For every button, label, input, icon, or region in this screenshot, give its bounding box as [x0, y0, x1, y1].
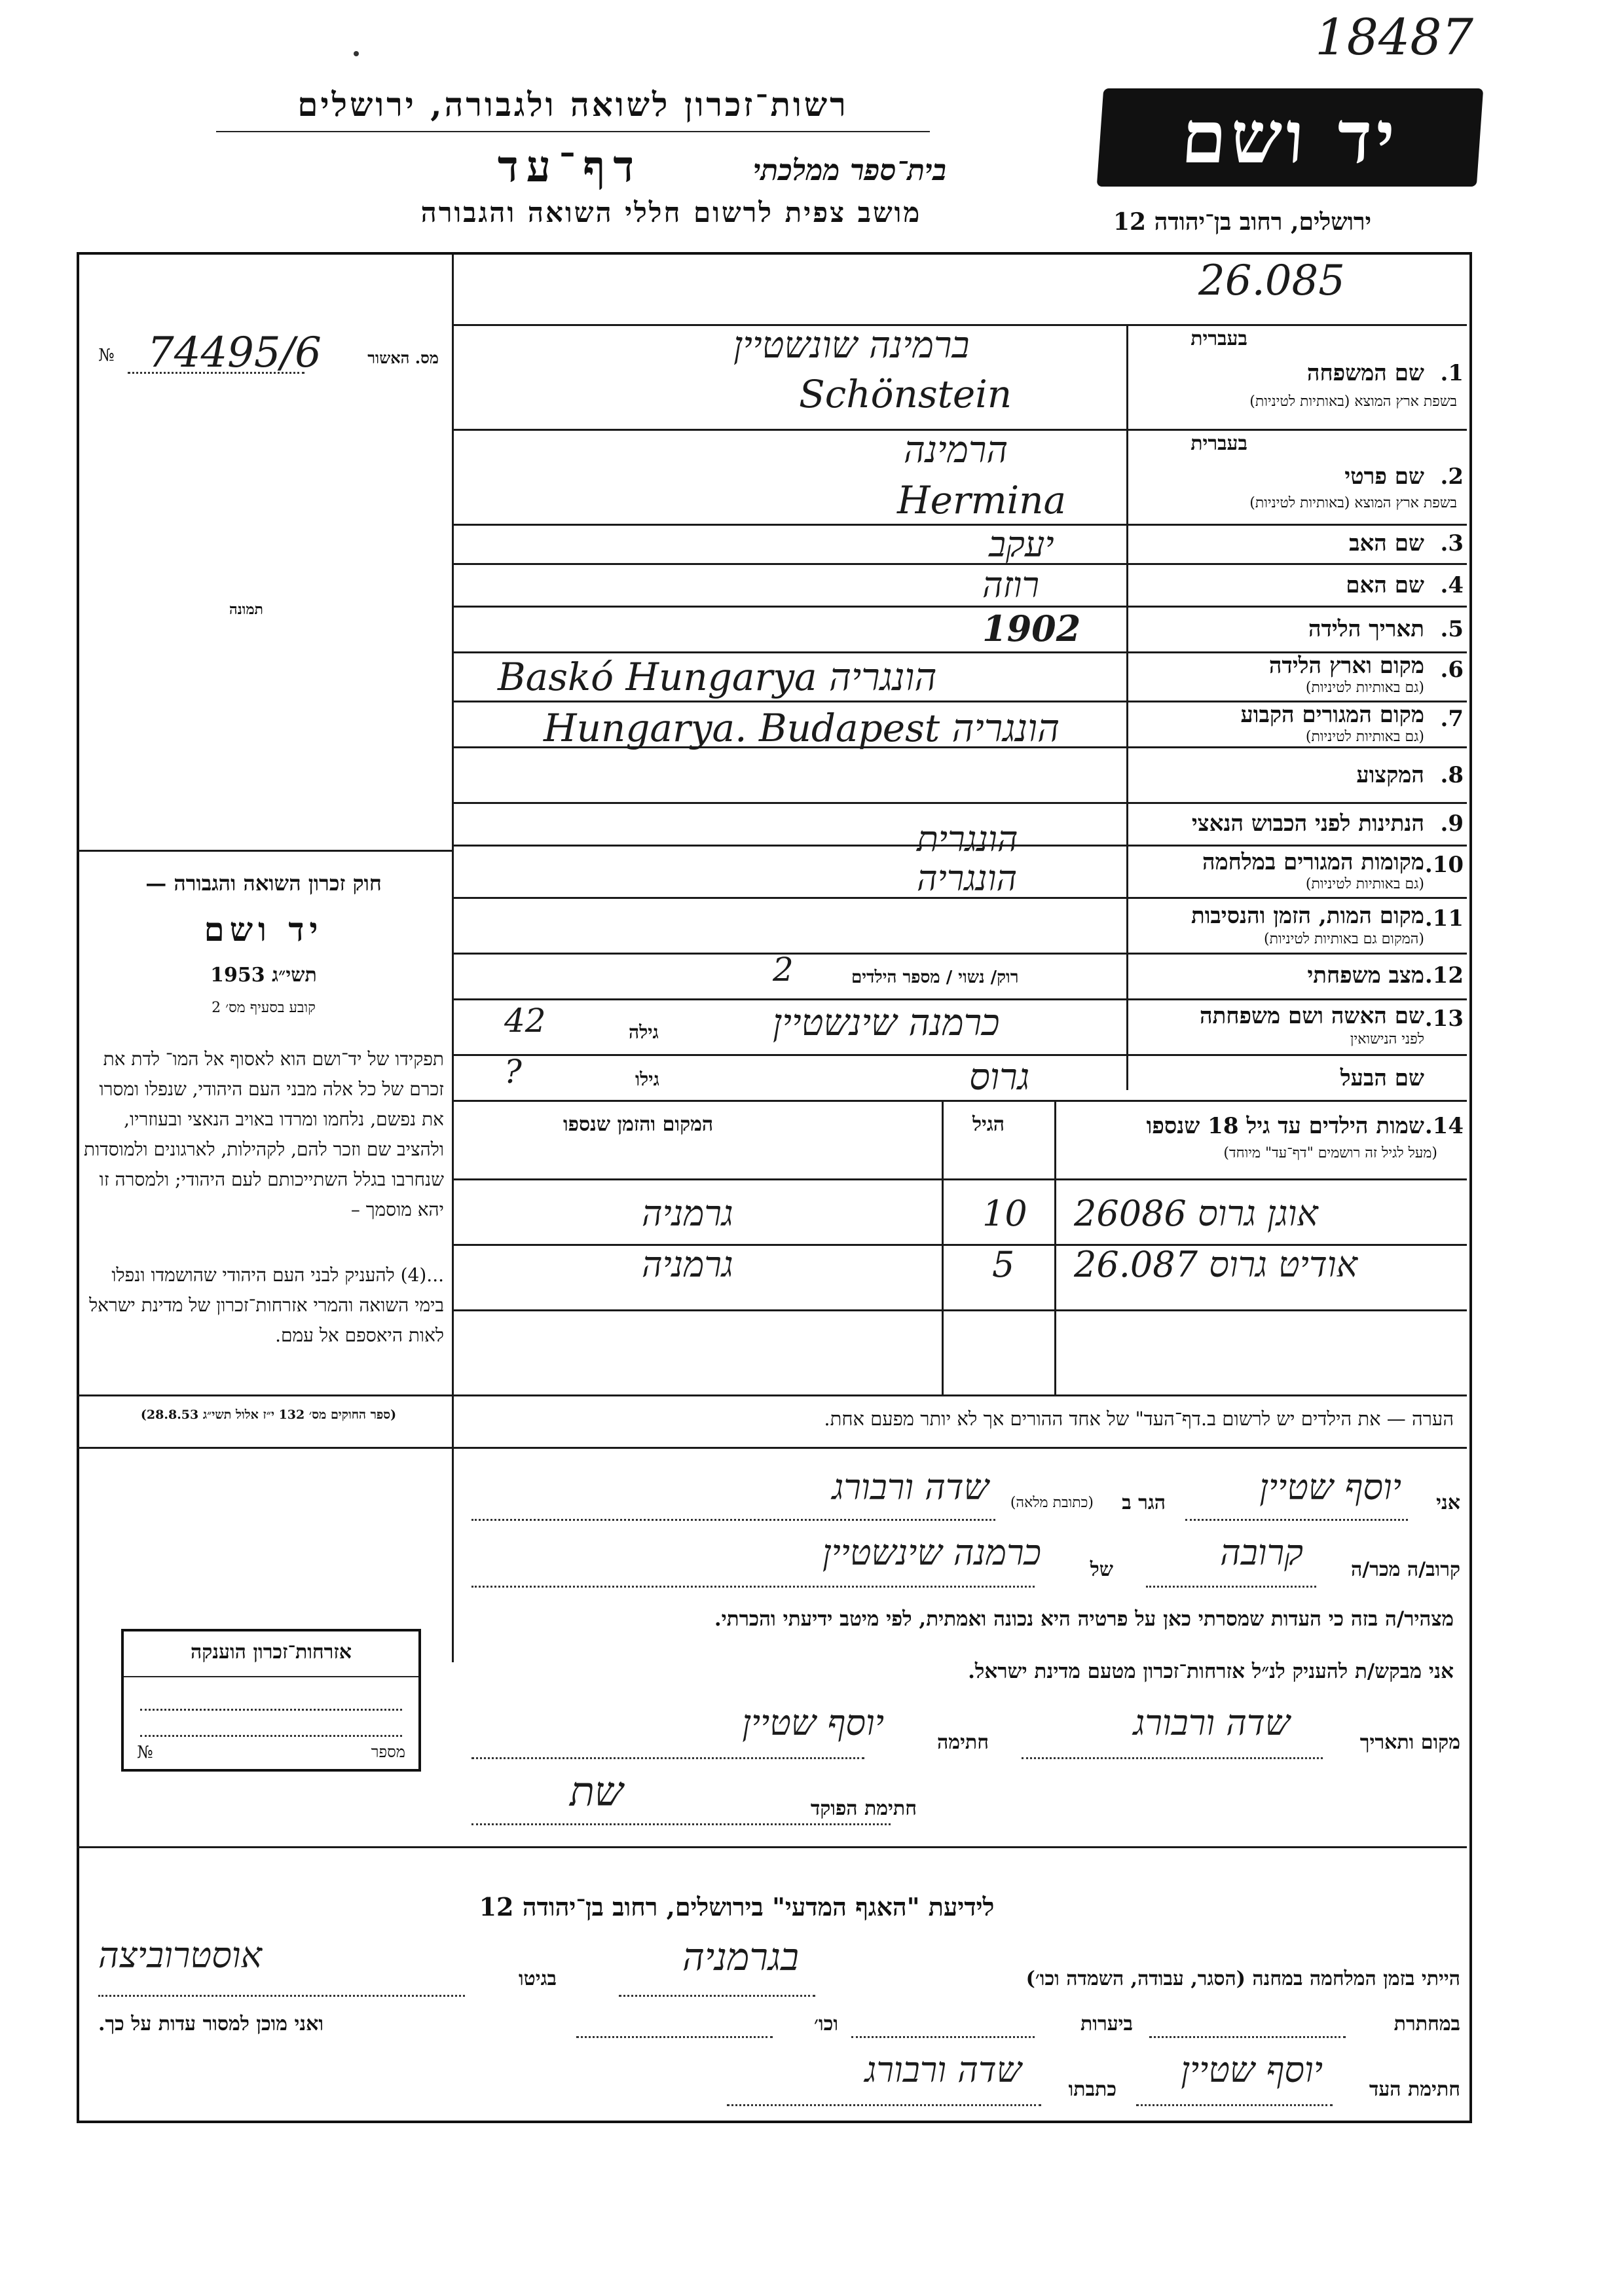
witness-address-value: שדה ורבורג [864, 2049, 1022, 2090]
field-3-number: 3. [1440, 530, 1464, 556]
field-4-label: שם האם [1346, 572, 1424, 598]
dot-mark [354, 51, 359, 56]
field-5-label: תאריך הלידה [1308, 616, 1424, 642]
field-13-value: כרמנה שינשטיין [773, 1002, 1000, 1044]
field-2-number: 2. [1440, 464, 1464, 490]
law-name: יד ושם [204, 910, 323, 949]
declaration-relation-label: קרוב/ה מכר/ה [1351, 1558, 1460, 1581]
field-husband-value: גרוס [969, 1056, 1030, 1099]
field-13 [1130, 1002, 1464, 1053]
declaration-relation-dots [1146, 1586, 1316, 1588]
field-10-label: מקומות המגורים במלחמה [1202, 849, 1424, 875]
witness-dots [1136, 2104, 1333, 2106]
logo-text: יד ושם [1179, 95, 1401, 179]
children-header-rule [452, 1178, 1467, 1180]
field-5-number: 5. [1440, 616, 1464, 642]
children-divider-name [1054, 1102, 1056, 1396]
field-1-value-hebrew: ברמינה שונשטיין [733, 324, 970, 367]
field-9-number: 9. [1440, 811, 1464, 837]
approval-section [98, 329, 439, 386]
divider-left [452, 255, 454, 1662]
field-7-label: מקום המגורים הקבוע [1240, 702, 1424, 728]
science-top-rule [77, 1846, 1467, 1848]
child-1-place: גרמניה [642, 1193, 733, 1234]
field-12-value-label: רוק/ נשוי / מספר הילדים [851, 968, 1019, 987]
declaration-request: אני מבקש/ת להעניק לנ״ל אזרחות־זכרון מטעם מדינת ישראל. [968, 1660, 1454, 1683]
witness-address-dots [727, 2104, 1041, 2106]
ready-label: ואני מוכן למסור עדות על כך. [98, 2013, 324, 2035]
declaration-line-2 [458, 1532, 1460, 1591]
field-4-value: רוזה [982, 564, 1040, 606]
field-7-value: Hungarya. Budapest הונגריה [544, 706, 1060, 750]
child-2-name: אודיט גרוס 26.087 [1074, 1244, 1358, 1285]
ghetto-value: אוסטרוביצה [98, 1935, 263, 1976]
declaration-line-1 [458, 1467, 1460, 1525]
sidebar-top-rule [77, 850, 452, 852]
sheet-number: 26.085 [1198, 257, 1345, 305]
underground-label: במחתרת [1393, 2013, 1460, 2035]
field-8-number: 8. [1440, 762, 1464, 788]
citizenship-dots-1 [140, 1709, 402, 1711]
science-title: לידיעת "האגף המדעי" בירושלים, רחוב בן־יהודה 12 [479, 1892, 995, 1922]
field-7 [1130, 702, 1464, 744]
school-label: בית־ספר ממלכתי [753, 154, 946, 187]
etc-dots [576, 2036, 773, 2038]
approval-label: מס. האשור [367, 348, 439, 367]
child-2-age: 5 [992, 1244, 1015, 1285]
declaration-statement: מצהיר/ה בזה כי העדות שמסרתי כאן על פרטיה היא נכונה ואמתית, לפי מיטב ידיעתי והכרתי. [714, 1607, 1454, 1631]
field-5-value: 1902 [982, 608, 1081, 649]
field-11-label: מקום המות, הזמן והנסיבות [1190, 903, 1424, 929]
field-husband-age-label: גילו [635, 1068, 659, 1090]
yad-vashem-logo [1097, 88, 1483, 187]
law-text: תפקידו של יד־ושם הוא לאסוף אל המו־ לדת את זכרם של כל אלה מבני העם היהודי, שנפלו ומסרו את נפשם, נלחמו ומרדו באויב הנאצי ובעוזריו, ולהציב שם וזכר להם, לקהילות, לארגונים ולמוסדות שנחרבו בגלל השתייכותם לעם היהודי; ולמסרה זו יהא מוסמך – [84, 1048, 444, 1220]
declaration-line-sign [458, 1702, 1460, 1761]
science-line-1 [98, 1935, 1460, 2000]
field-1-number: 1. [1440, 360, 1464, 386]
field-12-label: מצב משפחתי [1307, 962, 1424, 989]
children-header [1058, 1106, 1464, 1175]
registration-note: הערה — את הילדים יש לרשום ב.דף־העד" של אחד ההורים אך לא יותר מפעם אחת. [824, 1408, 1454, 1430]
declaration-relation-value: קרובה [1220, 1532, 1303, 1573]
citizenship-number-label: מספר [371, 1743, 405, 1761]
signature-label: חתימה [937, 1731, 989, 1754]
law-year: תשי״ג 1953 [210, 964, 317, 987]
field-13-label: שם האשה ושם משפחתה [1200, 1003, 1424, 1029]
camp-dots [619, 1995, 815, 1997]
field-9-label: הנתינות לפני הכבוש הנאצי [1191, 811, 1424, 837]
field-6-label: מקום וארץ הלידה [1268, 653, 1424, 679]
field-8-label: המקצוע [1356, 762, 1424, 788]
field-10-number: 10. [1424, 852, 1464, 878]
field-1-label: שם המשפחה [1306, 360, 1424, 386]
field-6-sub: (גם באותיות לטיניות) [1305, 680, 1424, 696]
children-divider-age [942, 1102, 944, 1396]
ghetto-dots [98, 1995, 465, 1997]
declaration-resides-sub: (כתובת מלאה) [1010, 1495, 1094, 1511]
field-4-number: 4. [1440, 572, 1464, 598]
row-rule-12 [452, 998, 1467, 1000]
field-8 [1130, 753, 1464, 799]
citizenship-number-sign: № [137, 1743, 153, 1762]
science-line-3 [98, 2049, 1460, 2108]
field-11 [1130, 900, 1464, 951]
field-1-lang: בעברית [1190, 327, 1247, 350]
field-12 [1130, 957, 1464, 996]
signature-dots [471, 1757, 864, 1759]
law-text-2: ...(4) להעניק לבני העם היהודי שהושמדו ונפלו בימי השואה והמרי אזרחות־זכרון של מדינת ישראל לאות היאספם אל עמם. [89, 1264, 444, 1346]
inspector-signature-line [458, 1768, 1460, 1827]
etc-label: וכו׳ [814, 2013, 838, 2035]
field-1-sub: בשפת ארץ המוצא (באותיות לטיניות) [1249, 393, 1457, 410]
field-13-age: 42 [504, 1002, 546, 1040]
divider-right [1126, 324, 1128, 1090]
row-rule-11 [452, 953, 1467, 955]
field-husband-age: ? [504, 1053, 522, 1091]
place-date-dots [1022, 1757, 1323, 1759]
photo-label: תמונה [229, 601, 263, 618]
field-husband-label: שם הבעל [1340, 1065, 1424, 1091]
field-2 [1130, 432, 1464, 524]
field-3 [1130, 524, 1464, 563]
field-12-value-children: 2 [773, 951, 794, 989]
field-6 [1130, 653, 1464, 699]
yad-vashem-address: ירושלים, רחוב בן־יהודה 12 [1113, 208, 1372, 236]
inspector-label: חתימת הפוקד [810, 1797, 917, 1820]
children-subtitle: (מעל לגיל זה רושמים "דף־עד" מיוחד) [1223, 1145, 1437, 1161]
row-rule-husband [452, 1100, 1467, 1102]
witness-label: חתימת העד [1369, 2078, 1460, 2101]
declaration-of-value: כרמנה שינשטיין [822, 1532, 1041, 1573]
field-9 [1130, 804, 1464, 843]
children-col-age: הגיל [972, 1113, 1005, 1136]
inspector-signature: שת [570, 1768, 623, 1815]
children-number: 14. [1424, 1113, 1464, 1139]
child-2-place: גרמניה [642, 1244, 733, 1285]
field-11-number: 11. [1424, 905, 1464, 932]
law-clause: קובע בסעיף מס׳ 2 [212, 1000, 316, 1016]
witness-address-label: כתבתו [1068, 2078, 1116, 2101]
field-13-sub: לפני הנישואין [1350, 1031, 1424, 1048]
field-2-sub: בשפת ארץ המוצא (באותיות לטיניות) [1249, 495, 1457, 511]
field-husband [1130, 1056, 1464, 1099]
camp-label: הייתי בזמן המלחמה במחנה (הסגר, עבודה, השמדה וכו׳) [1025, 1967, 1460, 1990]
underground-dots [1149, 2036, 1346, 2038]
field-2-value-hebrew: הרמינה [904, 429, 1008, 471]
children-col-place: המקום והזמן שנספו [563, 1113, 714, 1136]
child-1-name: אוגן גרוס 26086 [1074, 1193, 1318, 1234]
forest-dots [851, 2036, 1035, 2038]
citizenship-title: אזרחות־זכרון הוענקה [190, 1641, 352, 1664]
field-3-label: שם האב [1349, 530, 1424, 556]
field-1 [1130, 327, 1464, 426]
signature-value: יוסף שטיין [742, 1702, 884, 1743]
field-2-lang: בעברית [1190, 432, 1247, 455]
field-6-number: 6. [1440, 657, 1464, 683]
field-6-value: Baskó Hungarya הונגריה [498, 655, 937, 699]
declaration-resides-label: הגר ב [1122, 1491, 1166, 1514]
place-date-label: מקום ותאריך [1359, 1731, 1460, 1754]
law-reference: (ספר החוקים מס׳ 132 י״ז אלול תשי״ג 28.8.53) [140, 1408, 397, 1422]
field-1-value-latin: Schönstein [799, 372, 1012, 416]
children-bottom-rule [452, 1394, 1467, 1396]
field-13-age-label: גילה [629, 1021, 659, 1043]
field-3-value: יעקב [989, 524, 1054, 565]
declaration-i-dots [1185, 1519, 1408, 1521]
approval-number: 74495/6 [147, 329, 322, 377]
forest-label: ביערות [1080, 2013, 1133, 2035]
form-subtitle: מושב צפית לרשום חללי השואה והגבורה [420, 196, 922, 228]
declaration-i-value: יוסף שטיין [1259, 1467, 1401, 1508]
sidebar-bottom-rule [77, 1394, 452, 1396]
children-title: שמות הילדים עד גיל 18 שנספו [1146, 1113, 1424, 1139]
field-10 [1130, 848, 1464, 897]
field-10-sub: (גם באותיות לטיניות) [1305, 876, 1424, 892]
inspector-dots [471, 1823, 891, 1825]
law-title: חוק זכרון השואה והגבורה — [145, 871, 382, 896]
note-bottom-rule [77, 1447, 1467, 1449]
field-7-sub: (גם באותיות לטיניות) [1305, 729, 1424, 745]
field-2-label: שם פרטי [1344, 464, 1424, 490]
field-9-value: הונגרית [917, 818, 1018, 860]
field-4 [1130, 564, 1464, 604]
declaration-resides-dots [471, 1519, 995, 1521]
approval-number-sign: № [98, 346, 115, 365]
field-11-sub: (המקום גם באותיות לטיניות) [1264, 931, 1424, 947]
ghetto-label: בגיטו [518, 1967, 557, 1990]
archive-number: 18487 [1315, 8, 1473, 66]
declaration-resides-value: שדה ורבורג [832, 1467, 989, 1508]
field-2-value-latin: Hermina [897, 478, 1067, 522]
children-row-rule-2 [452, 1309, 1467, 1311]
declaration-i-label: אני [1436, 1491, 1460, 1514]
declaration-of-dots [471, 1586, 1035, 1588]
declaration-of-label: של [1090, 1558, 1113, 1581]
citizenship-box [121, 1629, 421, 1772]
field-5 [1130, 607, 1464, 649]
header-rule [216, 131, 930, 132]
field-10-value: הונגריה [917, 858, 1018, 899]
place-date-value: שדה ורבורג [1133, 1702, 1290, 1743]
field-13-number: 13. [1424, 1006, 1464, 1032]
science-line-2 [98, 2003, 1460, 2049]
child-1-age: 10 [982, 1193, 1027, 1234]
camp-value: בגרמניה [682, 1935, 799, 1979]
authority-header: רשות־זכרון לשואה ולגבורה, ירושלים [297, 85, 849, 124]
citizenship-rule [124, 1676, 418, 1677]
citizenship-dots-2 [140, 1735, 402, 1737]
field-7-number: 7. [1440, 706, 1464, 732]
witness-value: יוסף שטיין [1181, 2049, 1323, 2090]
field-12-number: 12. [1424, 962, 1464, 989]
form-title: דף־עד [497, 141, 642, 192]
